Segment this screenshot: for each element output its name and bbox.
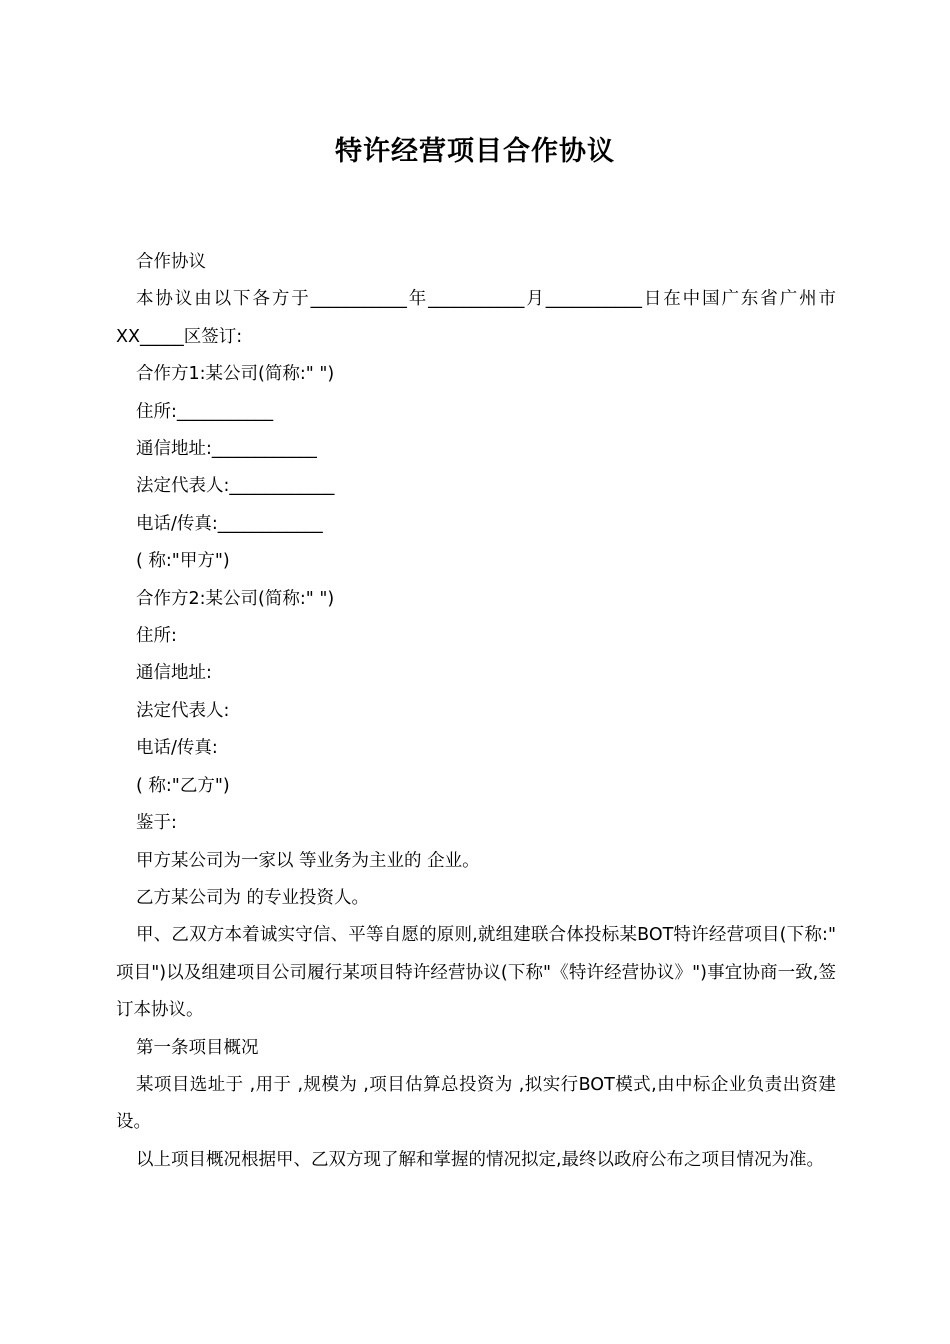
paragraph-party2-legal-rep: 法定代表人: [136,700,230,721]
paragraph-party2-address: 住所: [136,626,177,647]
paragraph-party2-mailing-address: 通信地址: [136,663,212,684]
document-body [116,244,842,1179]
paragraph-purpose: 甲、乙双方本着诚实守信、平等自愿的原则,就组建联合体投标某BOT特许经营项目(下称:" 项目")以及组建项目公司履行某项目特许经营协议(下称"《特许经营协议》")事宜协商一致,签订本协议。 [116,925,842,1021]
paragraph-party-a-description: 甲方某公司为一家以 等业务为主业的 企业。 [136,850,480,871]
paragraph-party-b-description: 乙方某公司为 的专业投资人。 [136,887,370,908]
paragraph-signing-date: 本协议由以下各方于___________年___________月___________日在中国广东省广州市XX_____区签订: [116,289,836,347]
paragraph-party1-name: 合作方1:某公司(简称:" ") [136,364,335,385]
paragraph-party2-short-name: ( 称:"乙方") [136,775,230,796]
paragraph-overview-basis: 以上项目概况根据甲、乙双方现了解和掌握的情况拟定,最终以政府公布之项目情况为准。 [136,1149,825,1170]
paragraph-article-1-heading: 第一条项目概况 [136,1037,259,1058]
paragraph-party1-phone: 电话/传真:____________ [136,513,323,534]
paragraph-whereas: 鉴于: [136,813,177,834]
paragraph-party1-mailing-address: 通信地址:____________ [136,439,317,460]
paragraph-heading-agreement: 合作协议 [136,252,206,272]
paragraph-project-overview: 某项目选址于 ,用于 ,规模为 ,项目估算总投资为 ,拟实行BOT模式,由中标企业负责出资建设。 [116,1074,836,1133]
paragraph-party1-legal-rep: 法定代表人:____________ [136,476,335,497]
paragraph-party1-short-name: ( 称:"甲方") [136,551,230,572]
document-title: 特许经营项目合作协议 [335,136,615,167]
paragraph-party2-name: 合作方2:某公司(简称:" ") [136,588,335,609]
paragraph-party1-address: 住所:___________ [136,401,274,422]
paragraph-party2-phone: 电话/传真: [136,738,218,759]
